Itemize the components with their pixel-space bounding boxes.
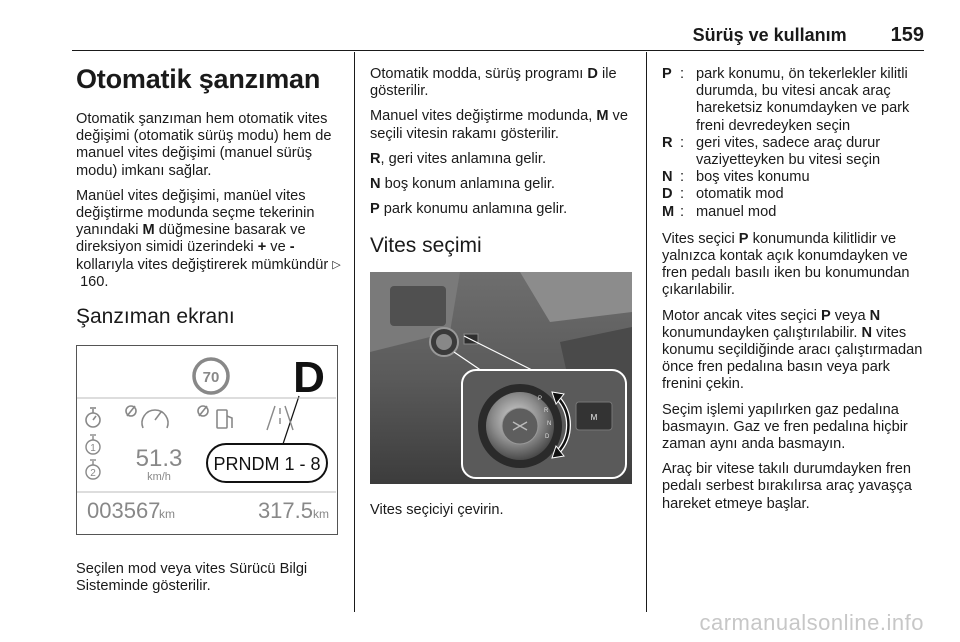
stopwatch-icon <box>86 408 100 427</box>
auto-mode-paragraph: Otomatik modda, sürüş programı D ile gösterilir. <box>370 66 617 100</box>
column-divider-1 <box>354 52 355 612</box>
odometer-unit: km <box>159 507 175 522</box>
header-rule <box>72 50 924 51</box>
column-2 <box>370 66 632 528</box>
fuel-consumption-icon <box>198 406 232 428</box>
list-item: P : park konumu, ön tekerlekler kilitli durumda, bu vitesi ancak araç hareketsiz konumdayken ve park freni devredeyken seçin <box>662 66 910 134</box>
page-reference[interactable]: 160. <box>80 273 109 290</box>
list-item: D : otomatik mod <box>662 186 784 203</box>
speed-limit-icon <box>194 359 228 393</box>
transmission-display-illustration <box>76 345 338 535</box>
column-1 <box>76 60 342 603</box>
svg-text:1: 1 <box>90 443 96 455</box>
trip-value: 317.5 <box>257 498 313 524</box>
creep-paragraph: Araç bir vitese takılı durumdayken fren pedalı serbest bırakılırsa araç yavaşça hareket etmeye başlar. <box>662 461 912 512</box>
column-divider-2 <box>646 52 647 612</box>
pedal-paragraph: Seçim işlemi yapılırken gaz pedalına basmayın. Gaz ve fren pedalına hiçbir zaman aynı anda basmayın. <box>662 401 908 453</box>
page-heading: Otomatik şanzıman <box>76 64 321 94</box>
reverse-paragraph: R, geri vites anlamına gelir. <box>370 150 547 167</box>
list-item: M : manuel mod <box>662 203 777 220</box>
manual-mode-paragraph: Manuel vites değiştirme modunda, M ve seçili vitesin rakamı gösterilir. <box>370 108 628 142</box>
callout-line <box>283 396 299 444</box>
odometer-value: 003567 <box>87 498 161 524</box>
svg-text:P: P <box>538 396 543 403</box>
speed-unit: km/h <box>147 471 171 484</box>
display-caption: Seçilen mod veya vites Sürücü Bilgi Sisteminde gösterilir. <box>76 561 308 595</box>
gear-indicator: D <box>293 353 325 403</box>
section-title: Sürüş ve kullanım <box>692 25 847 45</box>
svg-text:D: D <box>545 434 550 441</box>
speed-value: 51.3 <box>135 445 183 473</box>
neutral-paragraph: N boş konum anlamına gelir. <box>370 176 555 193</box>
intro-paragraph: Otomatik şanzıman hem otomatik vites değişimi (otomatik sürüş modu) hem de manuel vites değişimi (manuel sürüş modu) imkanı sağlar. <box>76 111 332 179</box>
gear-selector-inset <box>462 370 626 478</box>
page-number: 159 <box>890 24 924 46</box>
page-reference-icon: ▷ <box>332 258 341 271</box>
average-speed-icon <box>126 406 168 428</box>
gear-selector-photo <box>370 272 632 484</box>
svg-text:N: N <box>547 421 552 428</box>
svg-text:R: R <box>544 408 549 415</box>
watermark: carmanualsonline.info <box>699 610 924 635</box>
subheading-selection: Vites seçimi <box>370 234 482 258</box>
selector-caption: Vites seçiciyi çevirin. <box>370 502 504 519</box>
svg-text:70: 70 <box>202 369 220 387</box>
list-item: N : boş vites konumu <box>662 169 810 186</box>
start-paragraph: Motor ancak vites seçici P veya N konumundayken çalıştırılabilir. N vites konumu seçildiğinde aracı çalıştırmadan önce fren pedalına basın veya park frenini çekin. <box>662 307 923 393</box>
mode-text: PRNDM 1 - 8 <box>213 454 321 475</box>
list-item: R : geri vites, sadece araç durur vaziyetteyken bu vitesi seçin <box>662 134 881 169</box>
column-3 <box>662 66 928 521</box>
manual-shift-paragraph: Manüel vites değişimi, manüel vites değiştirme modunda seçme tekerinin yanındaki M düğmesine basarak ve direksiyon simidi üzerindeki + ve - kollarıyla vites değiştirerek mümkündür ▷ 160. <box>76 187 341 290</box>
svg-text:2: 2 <box>90 468 96 480</box>
trip-unit: km <box>313 507 329 522</box>
page-header <box>72 24 924 50</box>
park-paragraph: P park konumu anlamına gelir. <box>370 201 568 218</box>
svg-text:M: M <box>590 413 598 423</box>
subheading-display: Şanzıman ekranı <box>76 305 235 329</box>
gear-positions-list <box>662 66 928 221</box>
lock-paragraph: Vites seçici P konumunda kilitlidir ve yalnızca kontak açık konumdayken ve fren pedalı basılı iken bu konumundan çıkarılabilir. <box>662 230 910 299</box>
